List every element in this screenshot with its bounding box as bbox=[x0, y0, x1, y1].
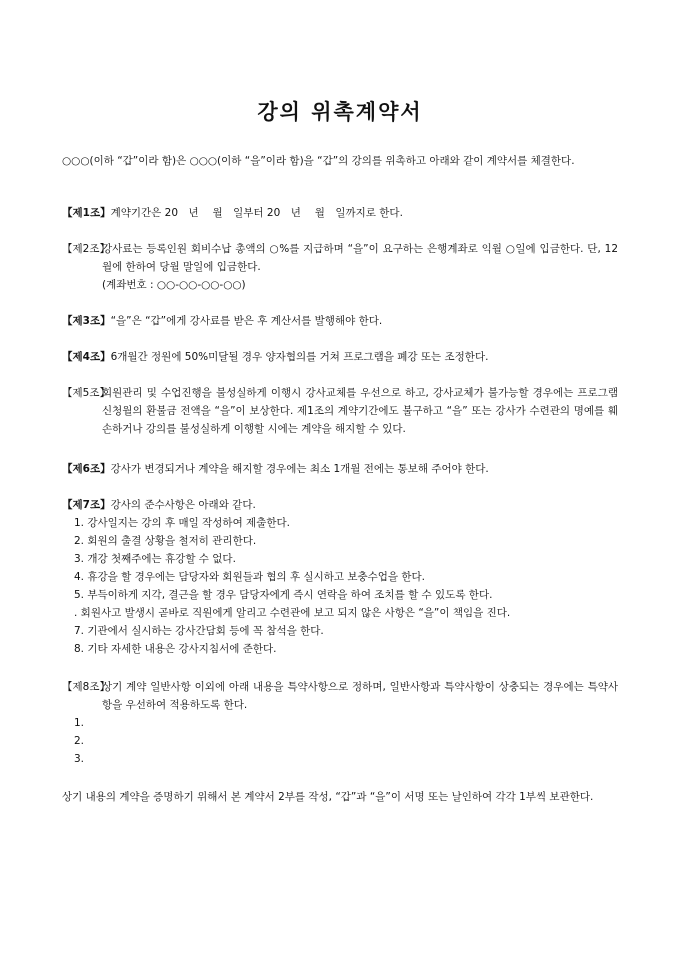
article-7 bbox=[62, 496, 256, 514]
article-6 bbox=[62, 460, 489, 478]
article-8-item: 3. bbox=[74, 753, 85, 765]
article-4-label: 【제4조】 bbox=[62, 351, 111, 363]
article-3-text: “을”은 “갑”에게 강사료를 받은 후 계산서를 발행해야 한다. bbox=[110, 315, 383, 327]
closing-paragraph: 상기 내용의 계약을 증명하기 위해서 본 계약서 2부를 작성, “갑”과 “을”이 서명 또는 날인하여 각각 1부씩 보관한다. bbox=[62, 791, 594, 803]
article-1 bbox=[62, 204, 403, 222]
intro-paragraph: ○○○(이하 “갑”이라 함)은 ○○○(이하 “을”이라 함)을 “갑”의 강의를 위촉하고 아래와 같이 계약서를 체결한다. bbox=[62, 155, 575, 167]
article-4-text: 6개월간 정원에 50%미달될 경우 양자협의를 거쳐 프로그램을 폐강 또는 조정한다. bbox=[110, 351, 489, 363]
article-3-label: 【제3조】 bbox=[62, 315, 111, 327]
article-7-label: 【제7조】 bbox=[62, 499, 111, 511]
article-8-item: 1. bbox=[74, 717, 85, 729]
article-6-text: 강사가 변경되거나 계약을 해지할 경우에는 최소 1개월 전에는 통보해 주어야 한다. bbox=[110, 463, 489, 475]
article-1-label: 【제1조】 bbox=[62, 207, 111, 219]
document-title: 강의 위촉계약서 bbox=[257, 100, 423, 124]
article-5-label: 【제5조】 bbox=[62, 387, 110, 399]
article-7-item: . 회원사고 발생시 곧바로 직원에게 알리고 수련관에 보고 되지 않은 사항은 “을”이 책임을 진다. bbox=[74, 607, 511, 619]
article-7-item: 3. 개강 첫째주에는 휴강할 수 없다. bbox=[74, 553, 236, 565]
article-8-label: 【제8조】 bbox=[62, 681, 110, 693]
article-7-item: 5. 부득이하게 지각, 결근을 할 경우 담당자에게 즉시 연락을 하여 조치를 할 수 있도록 한다. bbox=[74, 589, 493, 601]
article-8-text: 상기 계약 일반사항 이외에 아래 내용을 특약사항으로 정하며, 일반사항과 특약사항이 상충되는 경우에는 특약사항을 우선하여 적용하도록 한다. bbox=[102, 681, 618, 711]
article-2-account: (계좌번호 : ○○-○○-○○-○○) bbox=[102, 279, 246, 291]
article-8-item: 2. bbox=[74, 735, 85, 747]
article-2-text: 강사료는 등록인원 회비수납 총액의 ○%를 지급하며 “을”이 요구하는 은행계좌로 익월 ○일에 입금한다. 단, 12월에 한하여 당월 말일에 입금한다. bbox=[102, 243, 618, 273]
article-7-item: 4. 휴강을 할 경우에는 담당자와 회원들과 협의 후 실시하고 보충수업을 한다. bbox=[74, 571, 426, 583]
article-1-text: 계약기간은 20 년 월 일부터 20 년 월 일까지로 한다. bbox=[110, 207, 403, 219]
article-3 bbox=[62, 312, 382, 330]
article-7-item: 7. 기관에서 실시하는 강사간담회 등에 꼭 참석을 한다. bbox=[74, 625, 324, 637]
article-5-text: 회원관리 및 수업진행을 불성실하게 이행시 강사교체를 우선으로 하고, 강사교체가 불가능할 경우에는 프로그램 신청월의 환불금 전액을 “을”이 보상한다. 제1조의 계약기간에도 불구하고 “을” 또는 강사가 수련관의 명예를 훼손하거나 강의를 불성실하게 이행할 시에는 계약을 해지할 수 있다. bbox=[102, 387, 618, 435]
article-7-item: 2. 회원의 출결 상황을 철저히 관리한다. bbox=[74, 535, 257, 547]
article-7-text: 강사의 준수사항은 아래와 같다. bbox=[110, 499, 256, 511]
article-7-item: 1. 강사일지는 강의 후 매일 작성하여 제출한다. bbox=[74, 517, 290, 529]
article-6-label: 【제6조】 bbox=[62, 463, 111, 475]
article-4 bbox=[62, 348, 488, 366]
article-7-item: 8. 기타 자세한 내용은 강사지침서에 준한다. bbox=[74, 643, 277, 655]
article-2-label: 【제2조】 bbox=[62, 243, 110, 255]
